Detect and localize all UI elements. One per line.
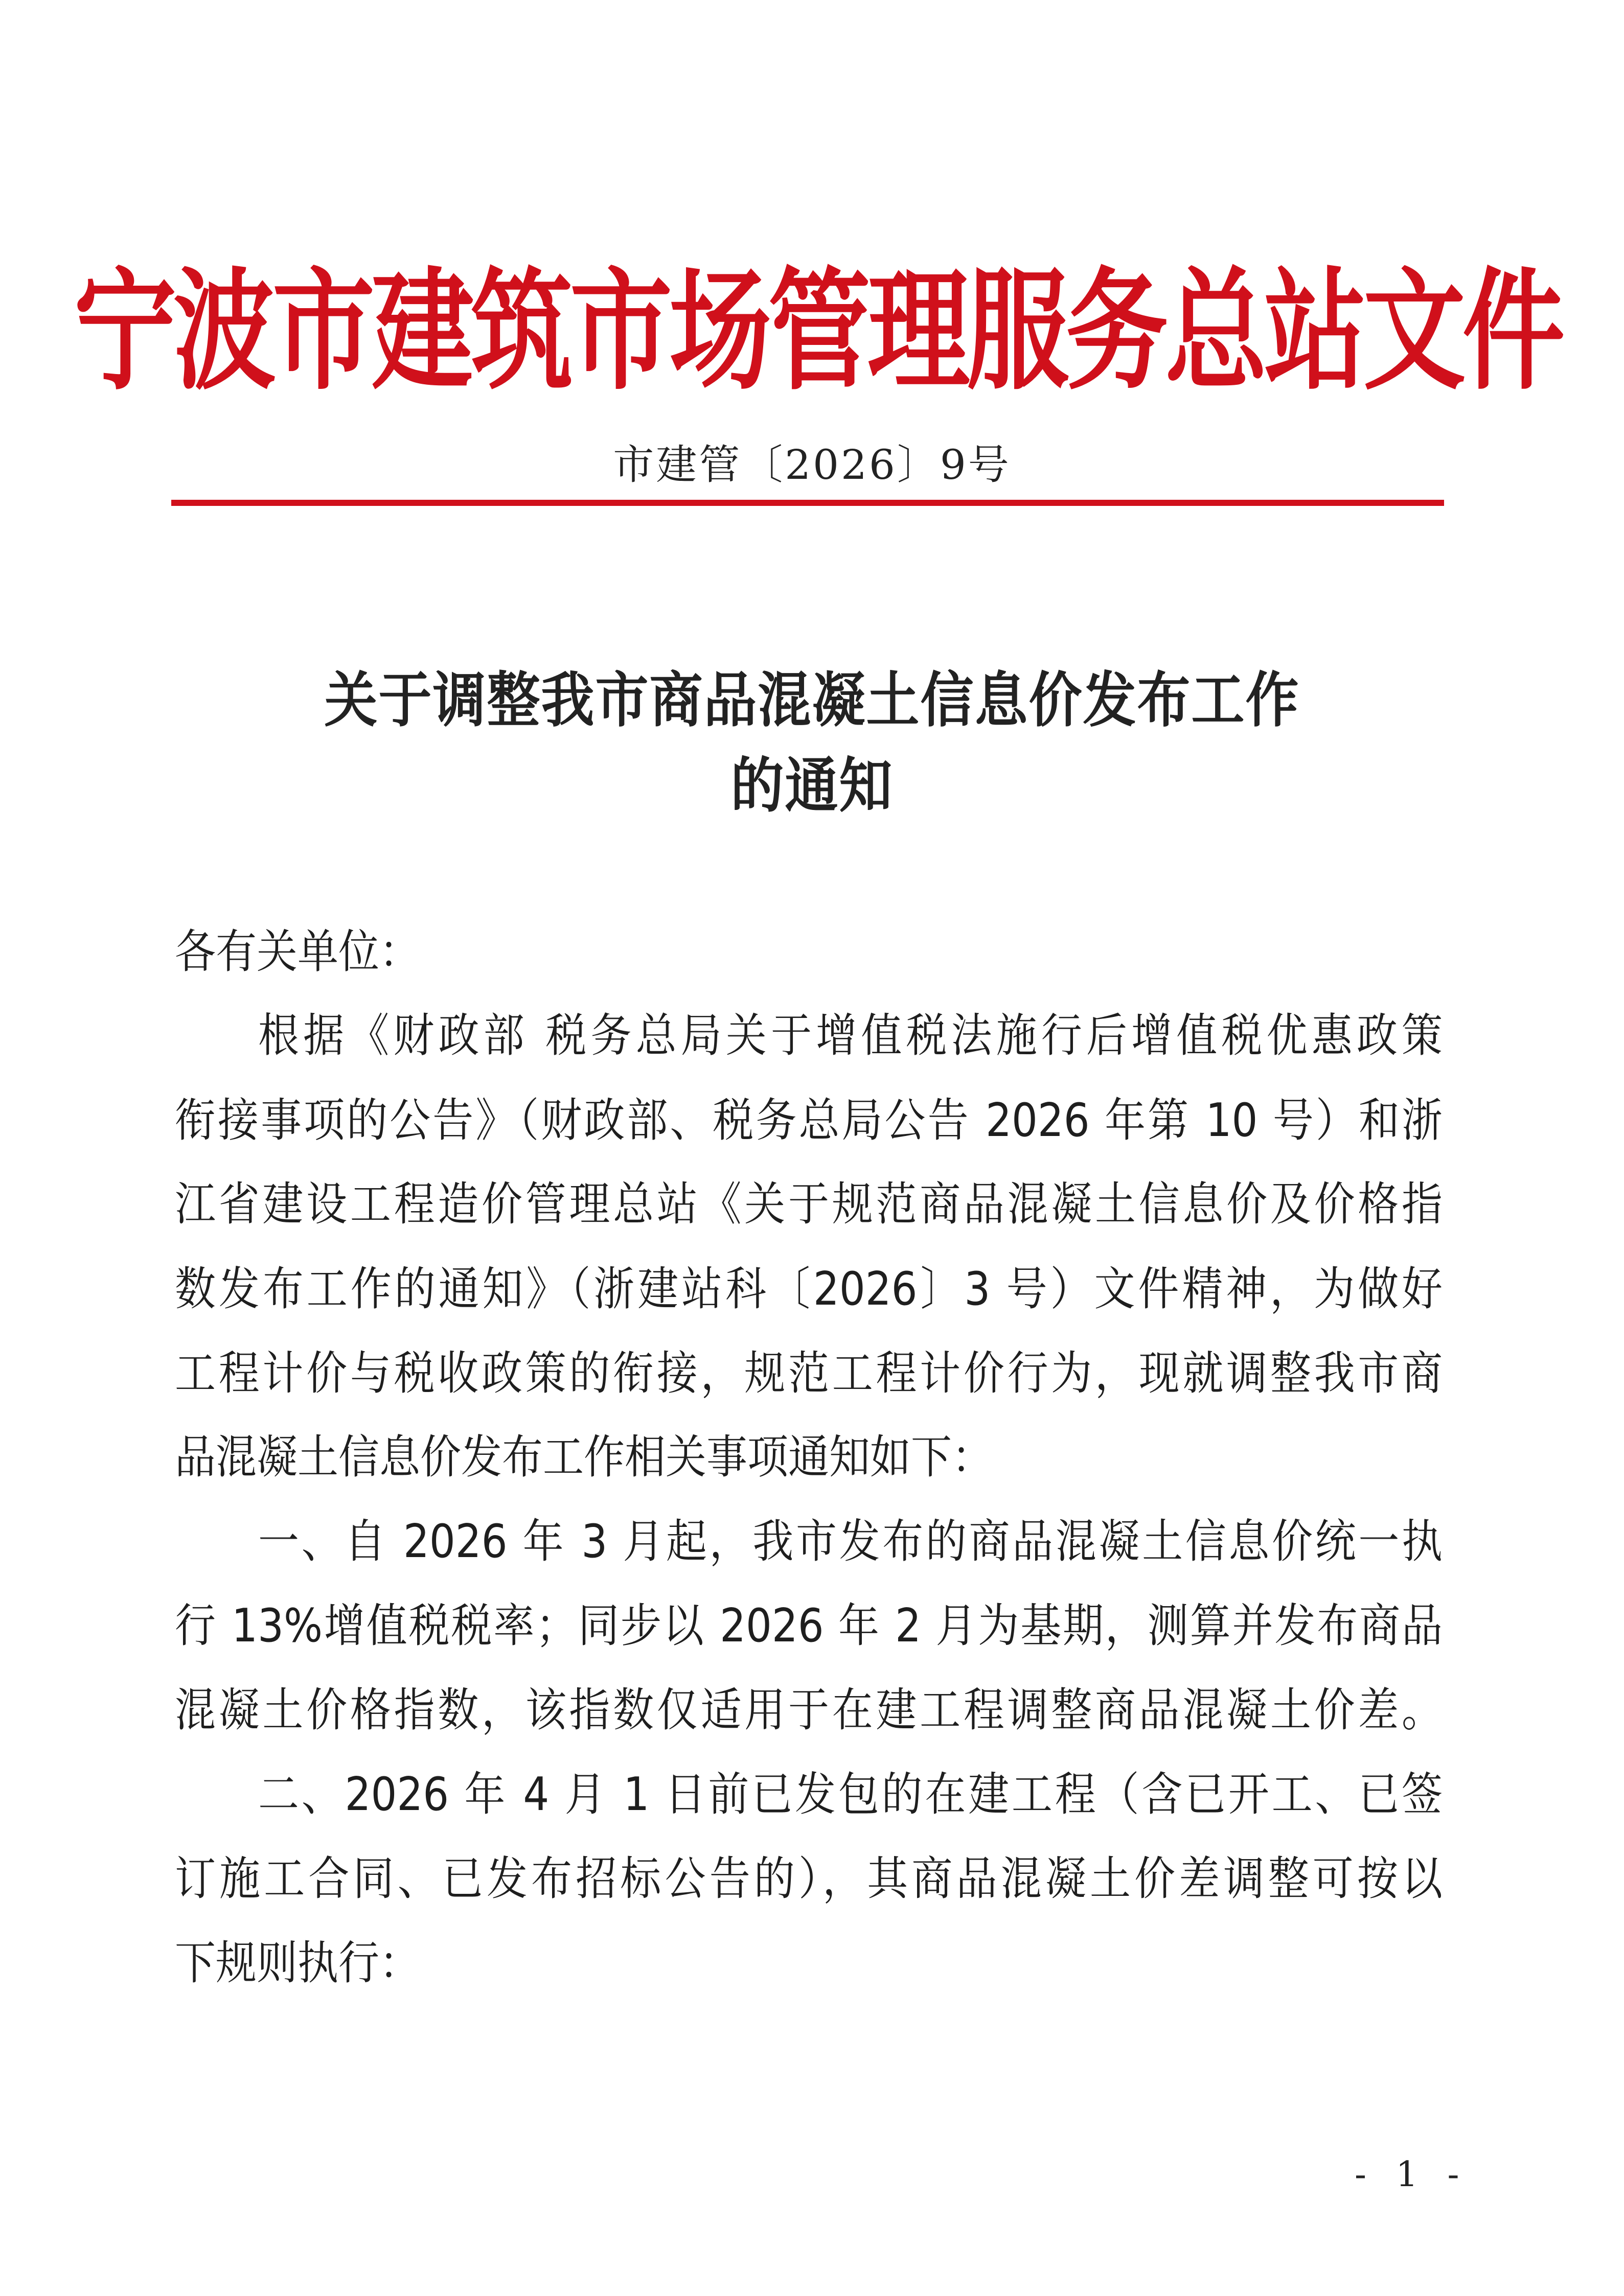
body-line: 数发布工作的通知》（浙建站科〔2026〕3 号）文件精神，为做好: [175, 1262, 1443, 1316]
red-separator-line: [171, 500, 1444, 506]
notice-title-line-1: 关于调整我市商品混凝土信息价发布工作: [324, 665, 1300, 735]
salutation: 各有关单位：: [175, 925, 420, 979]
document-number: 市建管〔2026〕9号: [613, 441, 1011, 489]
body-line: 工程计价与税收政策的衔接，规范工程计价行为，现就调整我市商: [175, 1347, 1443, 1400]
body-line: 混凝土价格指数，该指数仅适用于在建工程调整商品混凝土价差。: [175, 1683, 1443, 1737]
body-line: 下规则执行：: [175, 1936, 420, 1990]
body-line: 品混凝土信息价发布工作相关事项通知如下：: [175, 1430, 993, 1484]
notice-title-line-2: 的通知: [730, 750, 894, 821]
page-number: - 1 -: [1355, 2154, 1469, 2195]
body-line: 二、2026 年 4 月 1 日前已发包的在建工程（含已开工、已签: [258, 1768, 1443, 1821]
body-line: 江省建设工程造价管理总站《关于规范商品混凝土信息价及价格指: [175, 1177, 1443, 1231]
body-line: 订施工合同、已发布招标公告的），其商品混凝土价差调整可按以: [175, 1852, 1443, 1906]
body-line: 衔接事项的公告》（财政部、税务总局公告 2026 年第 10 号）和浙: [175, 1094, 1443, 1147]
body-line: 一、自 2026 年 3 月起，我市发布的商品混凝土信息价统一执: [258, 1515, 1443, 1568]
body-line: 根据《财政部 税务总局关于增值税法施行后增值税优惠政策: [258, 1009, 1443, 1062]
body-line: 行 13%增值税税率；同步以 2026 年 2 月为基期，测算并发布商品: [175, 1599, 1443, 1653]
masthead-title: 宁波市建筑市场管理服务总站文件: [74, 256, 1562, 408]
